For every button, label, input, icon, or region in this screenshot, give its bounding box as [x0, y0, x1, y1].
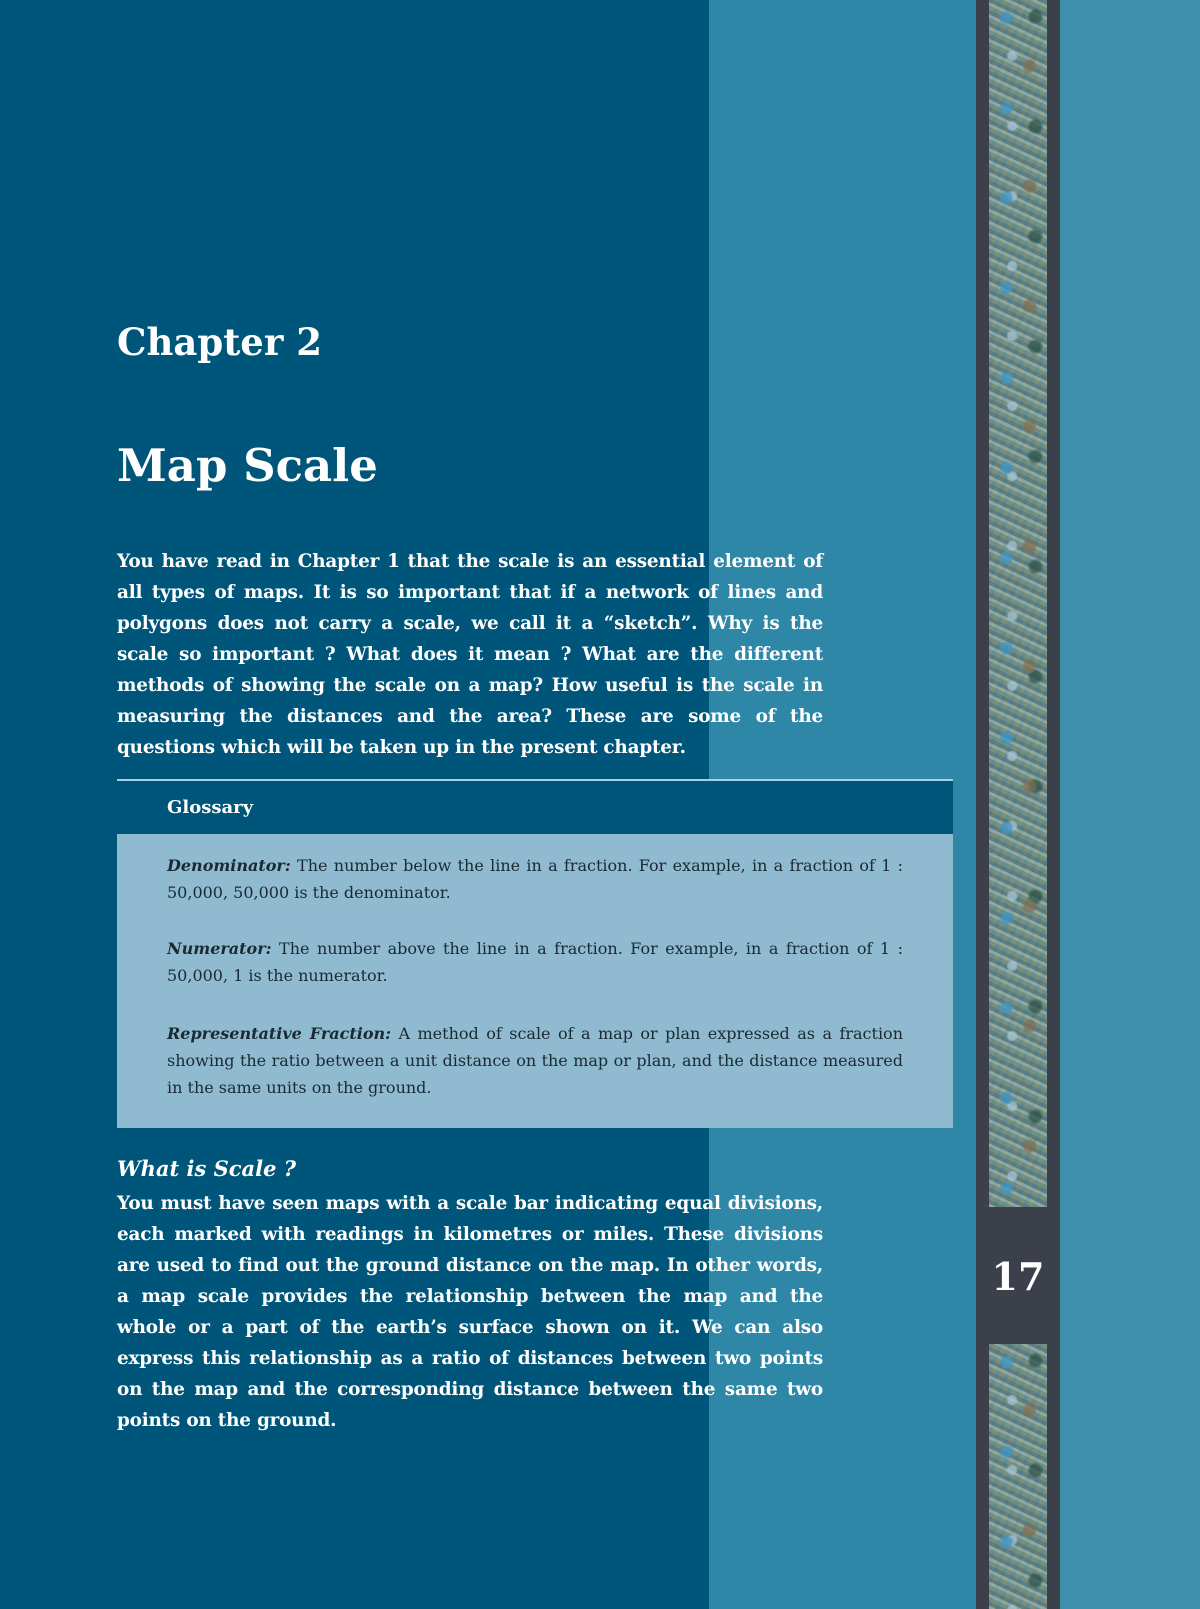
glossary-definition: A method of scale of a map or plan expressed as a fraction showing the ratio between a unit distance on the map or plan, and the distance measured in the same units on the ground. — [167, 1024, 903, 1097]
glossary-entry-representative-fraction — [167, 1020, 903, 1101]
satellite-image-strip-top — [989, 0, 1047, 1207]
glossary-definition: The number above the line in a fraction. For example, in a fraction of 1 : 50,000, 1 is the numerator. — [167, 939, 903, 985]
glossary-entry-denominator — [167, 852, 903, 906]
glossary-box — [117, 834, 953, 1128]
section-heading: What is Scale ? — [117, 1156, 297, 1181]
glossary-term: Denominator: — [167, 856, 291, 875]
glossary-header — [117, 781, 953, 834]
section-body: You must have seen maps with a scale bar indicating equal divisions, each marked with readings in kilometres or miles. These divisions are used to find out the ground distance on the map. In other words, a map scale provides the relationship between the map and the whole or a part of the earth’s surface shown on it. We can also express this relationship as a ratio of distances between two points on the map and the corresponding distance between the same two points on the ground. — [117, 1193, 823, 1431]
intro-paragraph: You have read in Chapter 1 that the scale is an essential element of all types of maps. It is so important that if a network of lines and polygons does not carry a scale, we call it a “sketch”. Why is the scale so important ? What does it mean ? What are the different methods of showing the scale on a map? How useful is the scale in measuring the distances and the area? These are some of the questions which will be taken up in the present chapter. — [117, 551, 823, 758]
glossary-term: Numerator: — [167, 939, 272, 958]
glossary-term: Representative Fraction: — [167, 1024, 392, 1043]
chapter-title: Map Scale — [117, 439, 378, 492]
glossary-title: Glossary — [167, 797, 254, 818]
glossary-entry-numerator — [167, 935, 903, 989]
chapter-label: Chapter 2 — [117, 320, 322, 364]
satellite-image-strip-bottom — [989, 1344, 1047, 1609]
page-number: 17 — [991, 1254, 1045, 1299]
glossary-definition: The number below the line in a fraction. For example, in a fraction of 1 : 50,000, 50,000 is the denominator. — [167, 856, 903, 902]
